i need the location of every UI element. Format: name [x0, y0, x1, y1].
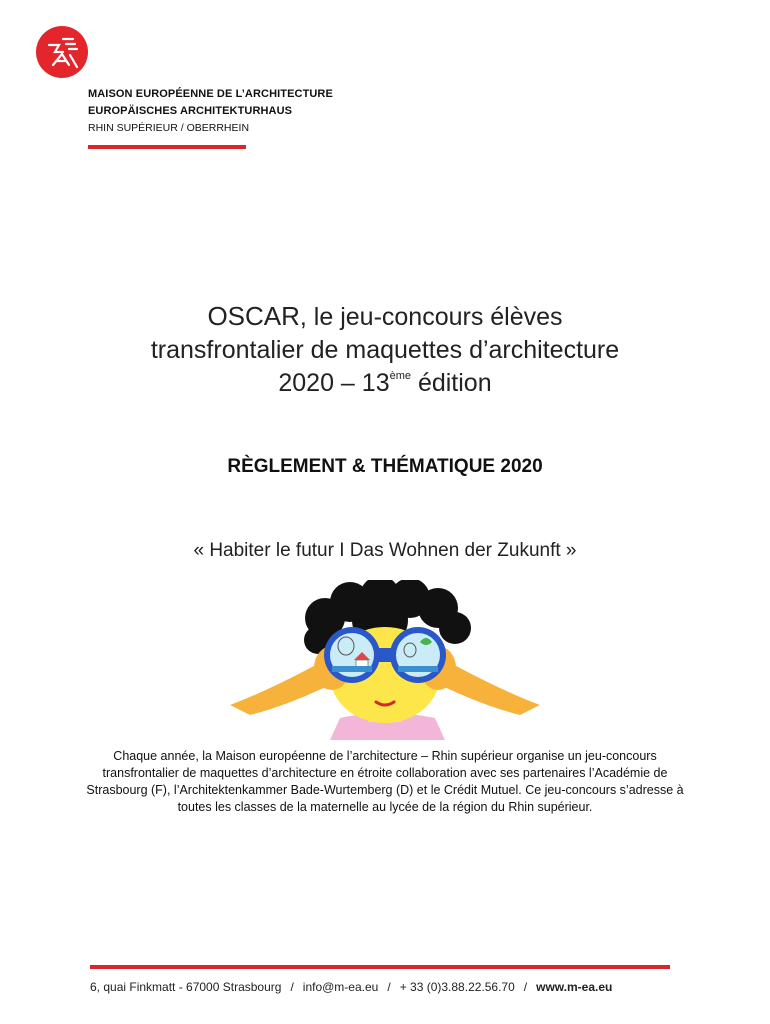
org-name-fr: MAISON EUROPÉENNE DE L’ARCHITECTURE [88, 88, 333, 100]
org-region: RHIN SUPÉRIEUR / OBERRHEIN [88, 122, 250, 134]
intro-paragraph: Chaque année, la Maison européenne de l’architecture – Rhin supérieur organise un jeu-concours transfrontalier de maquettes d’architecture en étroite collaboration avec ses partenaires l’Académie de Strasbourg (F), l’Architektenkammer Bade-Wurtemberg (D) et le Crédit Mutuel. Ce jeu-concours s’adresse à toutes les classes de la maternelle au lycée de la région du Rhin supérieur. [86, 749, 684, 814]
title-oscar: OSCAR [207, 301, 300, 331]
footer-separator: / [290, 980, 294, 994]
org-name-block [88, 86, 333, 137]
footer-phone: + 33 (0)3.88.22.56.70 [399, 980, 515, 994]
header-divider [88, 145, 246, 149]
footer-separator: / [523, 980, 528, 994]
mea-logo-icon [35, 25, 89, 79]
footer-email[interactable]: info@m-ea.eu [302, 980, 379, 994]
org-name-de: EUROPÄISCHES ARCHITEKTURHAUS [88, 105, 293, 117]
footer-website-link[interactable]: www.m-ea.eu [536, 980, 613, 994]
footer-separator: / [387, 980, 391, 994]
footer-contact [90, 980, 670, 994]
footer-divider [90, 965, 670, 969]
child-binoculars-illustration [230, 580, 540, 740]
title-line1-rest: , le jeu-concours élèves [299, 303, 563, 331]
title-line2: transfrontalier de maquettes d’architecture [150, 336, 620, 364]
title-edition-sup: ème [389, 370, 411, 382]
footer-address: 6, quai Finkmatt - 67000 Strasbourg [90, 980, 282, 994]
title-edition-word: édition [411, 369, 492, 397]
theme-quote: « Habiter le futur I Das Wohnen der Zukunft » [193, 540, 577, 561]
document-title [0, 300, 770, 405]
rules-heading: RÈGLEMENT & THÉMATIQUE 2020 [227, 456, 543, 477]
title-year-edition: 2020 – 13 [278, 369, 390, 397]
